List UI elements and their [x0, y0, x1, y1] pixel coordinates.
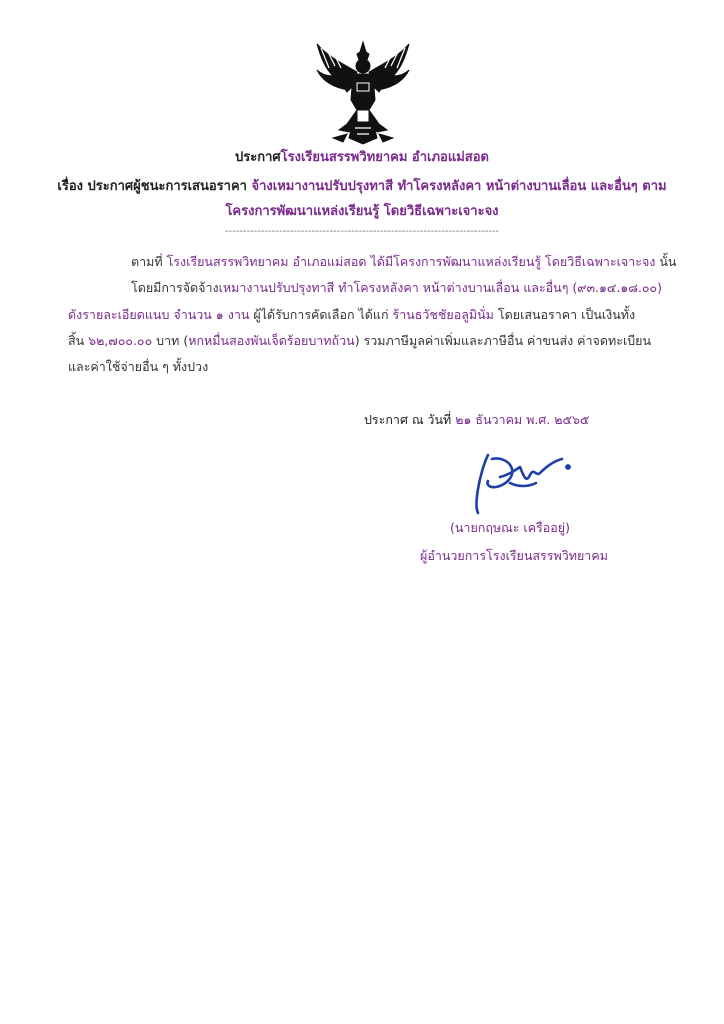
- heading-prefix: ประกาศ: [235, 150, 281, 165]
- subject-text-1: จ้างเหมางานปรับปรุงทาสี ทำโครงหลังคา หน้าต่างบานเลื่อน และอื่นๆ ตาม: [251, 179, 667, 194]
- body-text: ผู้ได้รับการคัดเลือก ได้แก่: [249, 307, 393, 322]
- body-text: สิ้น: [68, 333, 89, 348]
- body-text: ) รวมภาษีมูลค่าเพิ่มและภาษีอื่น ค่าขนส่ง ค่าจดทะเบียน: [354, 333, 652, 348]
- handwritten-signature-icon: [470, 447, 580, 515]
- body-line-5: และค่าใช้จ่ายอื่น ๆ ทั้งปวง: [68, 359, 209, 374]
- body-text-highlight: เหมางานปรับปรุงทาสี ทำโครงหลังคา หน้าต่างบานเลื่อน และอื่นๆ (๙๓.๑๔.๑๘.๐๐): [218, 280, 663, 295]
- signatory-name: (นายกฤษณะ เครืออยู่): [450, 520, 570, 535]
- date-prefix: ประกาศ ณ วันที่: [364, 412, 456, 427]
- subject-prefix: เรื่อง ประกาศผู้ชนะการเสนอราคา: [57, 179, 252, 194]
- body-line-4: [68, 331, 651, 351]
- body-text: ตามที่: [131, 254, 167, 269]
- signatory-title: ผู้อำนวยการโรงเรียนสรรพวิทยาคม: [420, 548, 608, 563]
- subject-line-1: [0, 175, 724, 196]
- body-text-highlight: โรงเรียนสรรพวิทยาคม อำเภอแม่สอด ได้มีโครงการพัฒนาแหล่งเรียนรู้ โดยวิธีเฉพาะเจาะจง: [166, 254, 656, 269]
- price-amount: ๖๒,๗๐๐.๐๐: [88, 333, 153, 348]
- body-text: โดยเสนอราคา เป็นเงินทั้ง: [493, 307, 636, 322]
- winner-name: ร้านธวัชชัยอลูมินั่ม: [392, 307, 494, 322]
- date-value: ๒๑ ธันวาคม พ.ศ. ๒๕๖๕: [455, 412, 590, 427]
- body-text: นั้น: [655, 254, 677, 269]
- body-line-2: [131, 278, 662, 298]
- price-in-words: หกหมื่นสองพันเจ็ดร้อยบาทถ้วน: [188, 333, 355, 348]
- body-line-1: [131, 252, 676, 272]
- body-text: โดยมีการจัดจ้าง: [131, 280, 219, 295]
- announcement-date: [364, 410, 589, 430]
- garuda-emblem-icon: [313, 38, 413, 148]
- body-text: บาท (: [152, 333, 189, 348]
- divider-rule: ----------------------------------------------------------------------------: [224, 226, 500, 237]
- body-line-3: [68, 305, 635, 325]
- subject-line-2: โครงการพัฒนาแหล่งเรียนรู้ โดยวิธีเฉพาะเจาะจง: [225, 204, 499, 219]
- body-text-highlight: ดังรายละเอียดแนบ จำนวน ๑ งาน: [68, 307, 250, 322]
- announcement-heading: [0, 146, 724, 167]
- heading-school: โรงเรียนสรรพวิทยาคม อำเภอแม่สอด: [280, 150, 489, 165]
